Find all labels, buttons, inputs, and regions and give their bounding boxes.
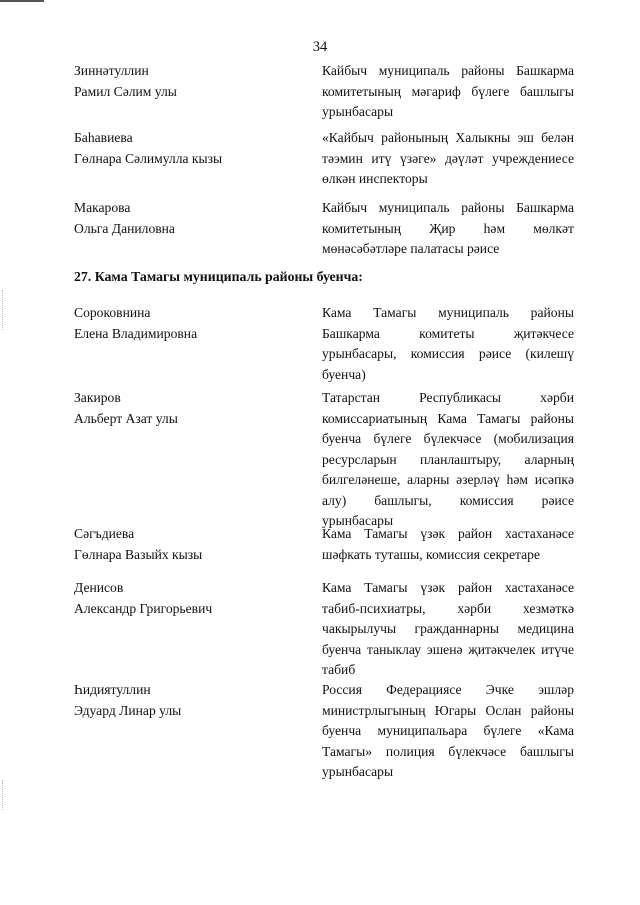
section-heading: 27. Кама Тамагы муниципаль районы буенча: <box>74 269 363 284</box>
member-name <box>74 198 309 239</box>
member-position: Россия Федерациясе Эчке эшләр министрлыгының Югары Ослан районы буенча муниципальара бүлеге «Кама Тамагы» полиция бүлекчәсе башлыгы урынбасары <box>322 682 574 779</box>
member-position: Кайбыч муниципаль районы Башкарма комитетының Җир һәм мөлкәт мөнәсәбәтләре палатасы рәисе <box>322 200 574 256</box>
member-name <box>74 680 309 721</box>
scan-margin-dots <box>2 290 7 330</box>
member-position: Кама Тамагы муниципаль районы Башкарма комитеты җитәкчесе урынбасары, комиссия рәисе (килешү буенча) <box>322 305 574 382</box>
member-surname: Сороковнина <box>74 305 151 320</box>
member-name <box>74 303 309 344</box>
member-name <box>74 578 309 619</box>
member-given-name: Ольга Даниловна <box>74 220 175 236</box>
member-position: Татарстан Республикасы хәрби комиссариатының Кама Тамагы районы буенча бүлеге бүлекчәсе (мобилизация ресурсларын планлаштыру, аларның билгеләнеше, аларны әзерләү һәм исәпкә алу) башлыгы, комиссия рәисе урынбасары <box>322 390 574 528</box>
member-given-name: Гөлнара Вазыйх кызы <box>74 546 203 562</box>
member-position: Кама Тамагы үзәк район хастаханәсе табиб-психиатры, хәрби хезмәткә чакырылучы гражданнарны медицина буенча таныклау эшенә җитәкчелек итүче табиб <box>322 580 574 677</box>
member-name <box>74 128 309 169</box>
page-edge-mark <box>0 0 44 2</box>
member-given-name: Елена Владимировна <box>74 325 198 341</box>
member-surname: Закиров <box>74 390 121 405</box>
member-given-name: Эдуард Линар улы <box>74 702 182 718</box>
member-given-name: Рамил Сәлим улы <box>74 83 177 99</box>
member-surname: Макарова <box>74 200 131 215</box>
member-given-name: Альберт Азат улы <box>74 410 178 426</box>
member-position: Кама Тамагы үзәк район хастаханәсе шәфкать туташы, комиссия секретаре <box>322 526 574 562</box>
member-surname: Зиннәтуллин <box>74 63 149 78</box>
member-name <box>74 524 309 565</box>
member-surname: Баһавиева <box>74 130 133 145</box>
member-name <box>74 61 309 102</box>
page-number: 34 <box>312 39 328 55</box>
scan-margin-dots <box>2 780 7 810</box>
member-position: «Кайбыч районының Халыкны эш белән тәэмин итү үзәге» дәүләт учреждениесе өлкән инспекторы <box>322 130 574 186</box>
member-surname: Һидиятуллин <box>74 682 151 697</box>
member-name <box>74 388 309 429</box>
member-given-name: Александр Григорьевич <box>74 600 213 616</box>
member-surname: Денисов <box>74 580 124 595</box>
member-surname: Сәгъдиева <box>74 526 135 541</box>
member-position: Кайбыч муниципаль районы Башкарма комитетының мәгариф бүлеге башлыгы урынбасары <box>322 63 574 119</box>
member-given-name: Гөлнара Сәлимулла кызы <box>74 150 223 166</box>
